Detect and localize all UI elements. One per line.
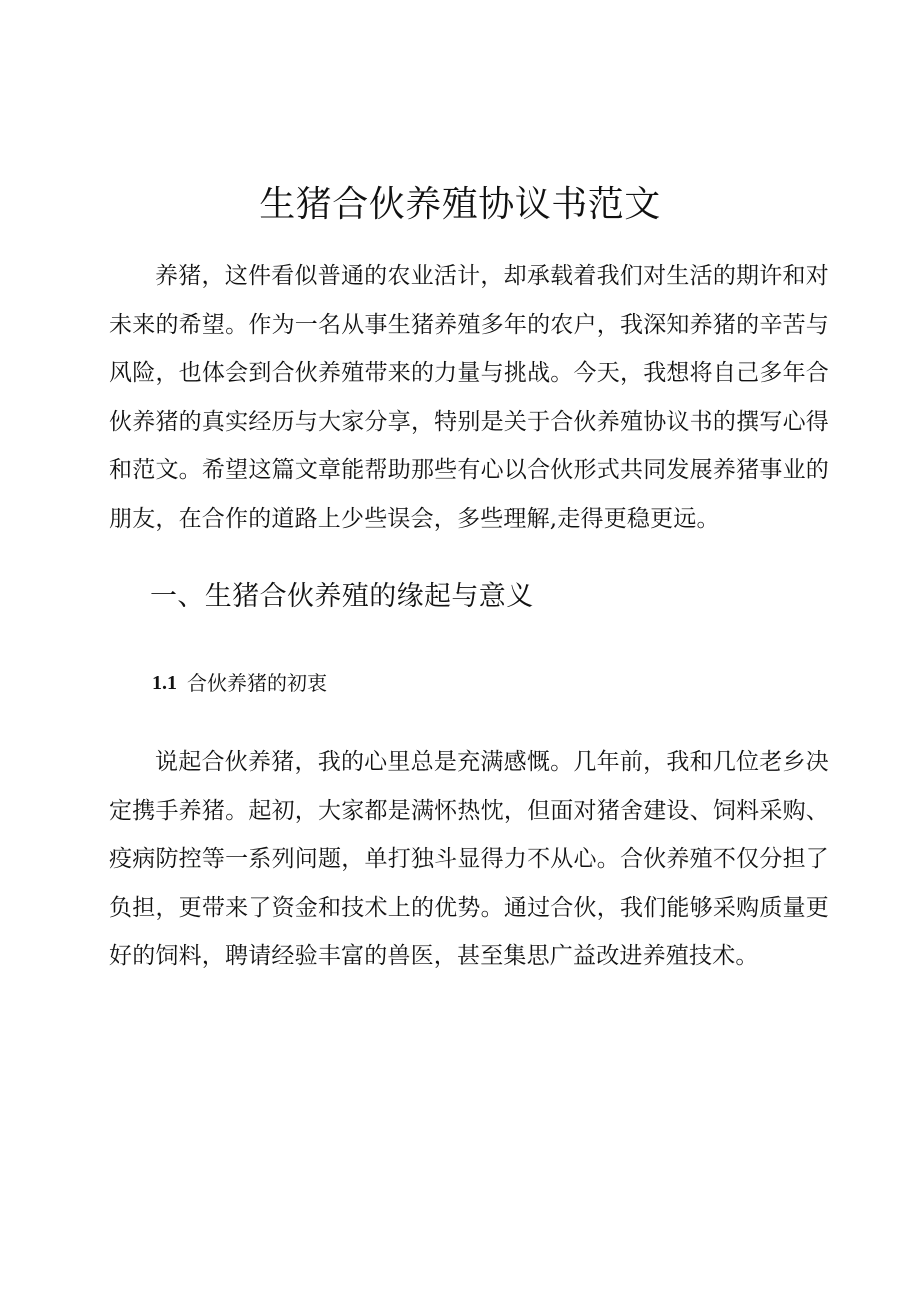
- subsection-number: 1.1: [152, 672, 177, 694]
- intro-paragraph: 养猪，这件看似普通的农业活计，却承载着我们对生活的期许和对未来的希望。作为一名从事生猪养殖多年的农户，我深知养猪的辛苦与风险，也体会到合伙养殖带来的力量与挑战。今天，我想将自己多年合伙养猪的真实经历与大家分享，特别是关于合伙养殖协议书的撰写心得和范文。希望这篇文章能帮助那些有心以合伙形式共同发展养猪事业的朋友，在合作的道路上少些误会，多些理解,走得更稳更远。: [109, 263, 829, 532]
- document-title: 生猪合伙养殖协议书范文: [259, 184, 661, 225]
- subsection-heading: [152, 664, 327, 702]
- subsection-title: 合伙养猪的初衷: [187, 671, 327, 695]
- body-paragraph: 说起合伙养猪，我的心里总是充满感慨。几年前，我和几位老乡决定携手养猪。起初，大家都是满怀热忱，但面对猪舍建设、饲料采购、疫病防控等一系列问题，单打独斗显得力不从心。合伙养殖不仅分担了负担，更带来了资金和技术上的优势。通过合伙，我们能够采购质量更好的饲料，聘请经验丰富的兽医，甚至集思广益改进养殖技术。: [109, 749, 829, 969]
- section-heading: 一、生猪合伙养殖的缘起与意义: [150, 581, 534, 612]
